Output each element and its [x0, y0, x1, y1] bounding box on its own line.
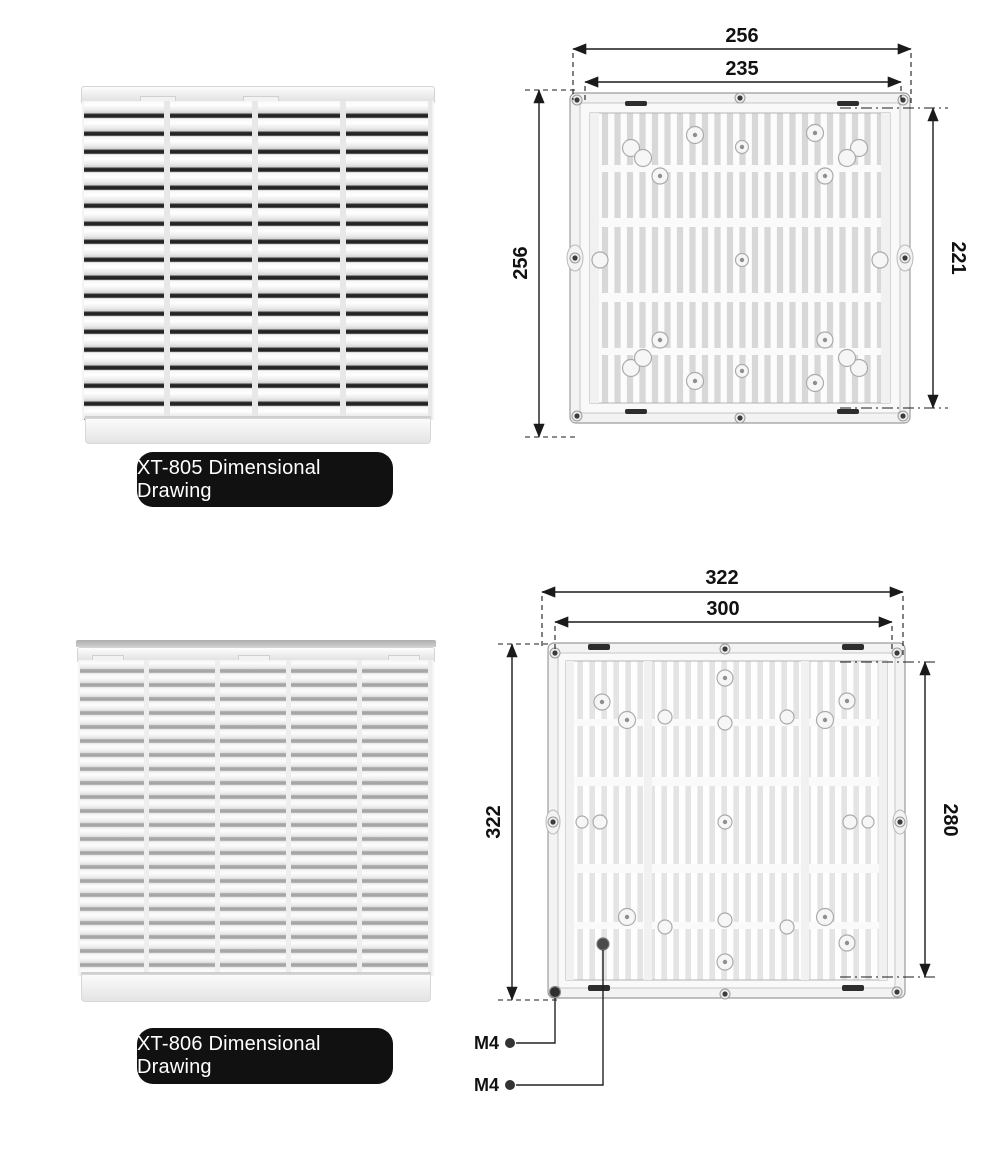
dimensional-drawing-xt805 [480, 20, 1000, 470]
thread-callout-top [474, 998, 555, 1053]
grille-bottom-base [81, 974, 431, 1002]
dim-inner-width-value: 300 [706, 598, 740, 620]
filter-unit-body [546, 643, 907, 999]
thread-size-label: M4 [474, 1075, 500, 1095]
louver-slats [78, 660, 434, 976]
dim-outer-height [483, 644, 512, 1000]
dim-outer-height-value: 256 [510, 246, 532, 280]
product-photo-xt805 [80, 86, 436, 444]
dim-inner-height-value: 280 [939, 803, 961, 837]
dim-outer-width [542, 567, 903, 592]
dim-outer-width-value: 322 [705, 567, 739, 589]
model-label-xt806 [137, 1028, 393, 1084]
dim-inner-width [585, 58, 901, 82]
dimensional-drawing-xt806 [460, 565, 1000, 1110]
dim-inner-height [933, 108, 969, 408]
grille-bottom-base [85, 418, 431, 444]
model-label-text: XT-806 Dimensional Drawing [137, 1033, 321, 1078]
dim-inner-width-value: 235 [725, 58, 759, 80]
grille-top-edge [76, 640, 436, 647]
model-label-xt805 [137, 452, 393, 507]
dim-outer-width-value: 256 [725, 25, 759, 47]
dim-outer-width [573, 25, 911, 49]
product-photo-xt806 [76, 640, 436, 1002]
filter-unit-body [567, 93, 913, 423]
dim-inner-height-value: 221 [947, 241, 969, 275]
m4-hole-corner [550, 987, 561, 998]
louver-slats [82, 101, 434, 420]
m4-hole-inner [597, 938, 609, 950]
dim-inner-width [555, 598, 892, 622]
model-label-text: XT-805 Dimensional Drawing [137, 456, 321, 502]
dim-outer-height [510, 90, 539, 437]
dim-outer-height-value: 322 [483, 805, 505, 839]
dim-inner-height [925, 662, 961, 977]
thread-size-label: M4 [474, 1033, 500, 1053]
